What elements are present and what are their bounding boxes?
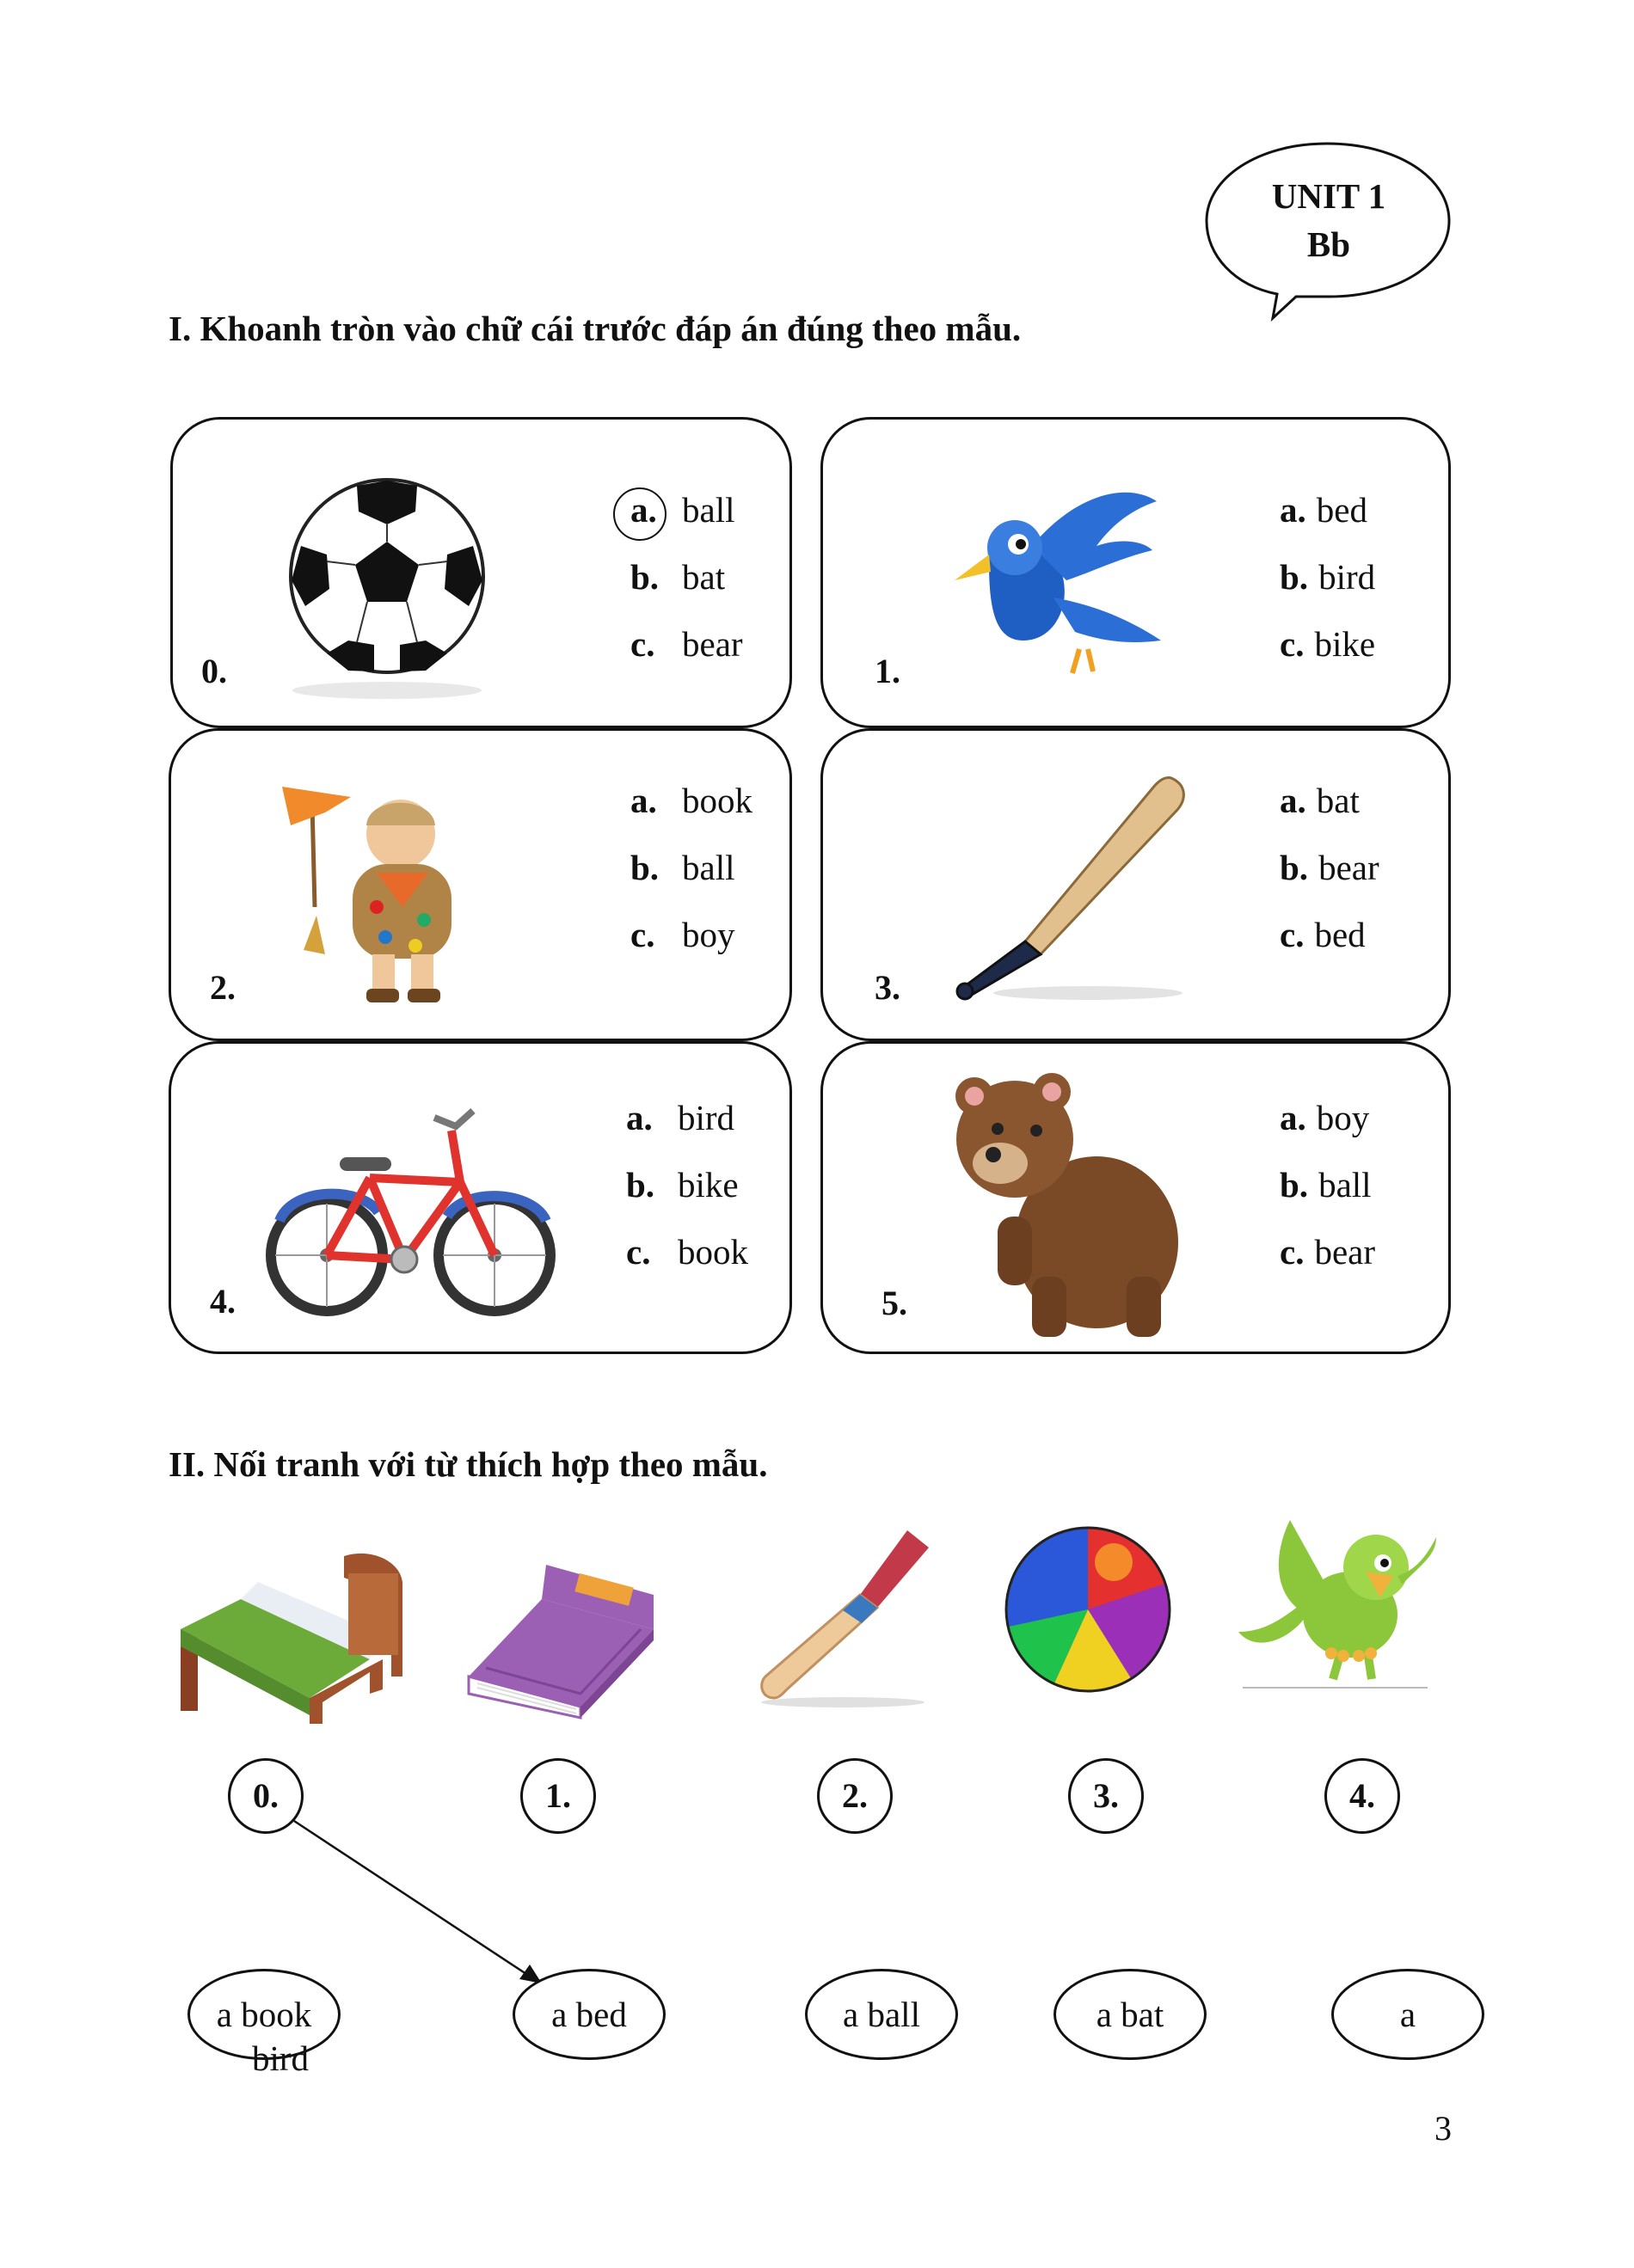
- word-option-bed[interactable]: a bed: [513, 1969, 666, 2060]
- unit-label: [1208, 172, 1449, 268]
- option-b: b. bike: [626, 1165, 739, 1204]
- word-extra-bird: bird: [252, 2038, 310, 2078]
- picture-number-0[interactable]: 0.: [228, 1758, 304, 1834]
- bicycle-picture: [258, 1100, 559, 1320]
- card-5-number: 5.: [882, 1284, 907, 1322]
- word-option-bat[interactable]: a bat: [1054, 1969, 1207, 2060]
- cricket-bat-picture: [748, 1522, 946, 1719]
- card-4-options: [626, 1095, 748, 1296]
- card-1-number: 1.: [875, 652, 900, 690]
- soccer-ball-picture: [262, 460, 512, 705]
- option-b: b. bat: [630, 557, 726, 597]
- beach-ball-picture: [1002, 1523, 1174, 1695]
- word-option-a[interactable]: a: [1331, 1969, 1484, 2060]
- card-2-options: [630, 778, 752, 979]
- section2-heading: II. Nối tranh với từ thích hợp theo mẫu.: [169, 1444, 768, 1484]
- option-a: a. book: [630, 781, 752, 820]
- option-c: c. bear: [630, 624, 743, 664]
- card-0-options: [630, 487, 743, 689]
- word-option-ball[interactable]: a ball: [805, 1969, 958, 2060]
- card-2-number: 2.: [210, 968, 236, 1007]
- book-picture: [452, 1548, 666, 1719]
- option-a: a. bat: [1280, 781, 1360, 820]
- card-3-options: [1280, 778, 1379, 979]
- card-0-number: 0.: [201, 652, 227, 690]
- option-a: a. bird: [626, 1098, 735, 1137]
- section1-heading: I. Khoanh tròn vào chữ cái trước đáp án đúng theo mẫu.: [169, 309, 1022, 348]
- example-match-arrow: [284, 1814, 559, 1986]
- option-a: a. boy: [1280, 1098, 1370, 1137]
- blue-bird-picture: [929, 477, 1204, 683]
- picture-number-3[interactable]: 3.: [1068, 1758, 1144, 1834]
- option-a: a. ball: [630, 490, 735, 530]
- scout-boy-picture: [273, 778, 497, 1010]
- option-c: c. book: [626, 1232, 748, 1272]
- option-c: c. bike: [1280, 624, 1376, 664]
- option-b: b. ball: [630, 848, 735, 887]
- option-c: c. bear: [1280, 1232, 1376, 1272]
- picture-number-2[interactable]: 2.: [817, 1758, 893, 1834]
- page-number: 3: [1434, 2109, 1452, 2148]
- option-c: c. boy: [630, 915, 735, 954]
- card-5-options: [1280, 1095, 1375, 1296]
- option-a: a. bed: [1280, 490, 1367, 530]
- green-bird-picture: [1238, 1503, 1440, 1696]
- unit-letter: Bb: [1306, 224, 1351, 264]
- card-3-number: 3.: [875, 968, 900, 1007]
- baseball-bat-picture: [946, 769, 1195, 1010]
- option-c: c. bed: [1280, 915, 1366, 954]
- option-b: b. bear: [1280, 848, 1379, 887]
- option-b: b. ball: [1280, 1165, 1372, 1204]
- bed-picture: [172, 1548, 408, 1737]
- word-option-book[interactable]: a book: [187, 1969, 341, 2060]
- card-1-options: [1280, 487, 1375, 689]
- brown-bear-picture: [950, 1062, 1191, 1345]
- unit-title: UNIT 1: [1271, 176, 1386, 216]
- picture-number-1[interactable]: 1.: [520, 1758, 596, 1834]
- picture-number-4[interactable]: 4.: [1324, 1758, 1400, 1834]
- option-b: b. bird: [1280, 557, 1376, 597]
- card-4-number: 4.: [210, 1282, 236, 1321]
